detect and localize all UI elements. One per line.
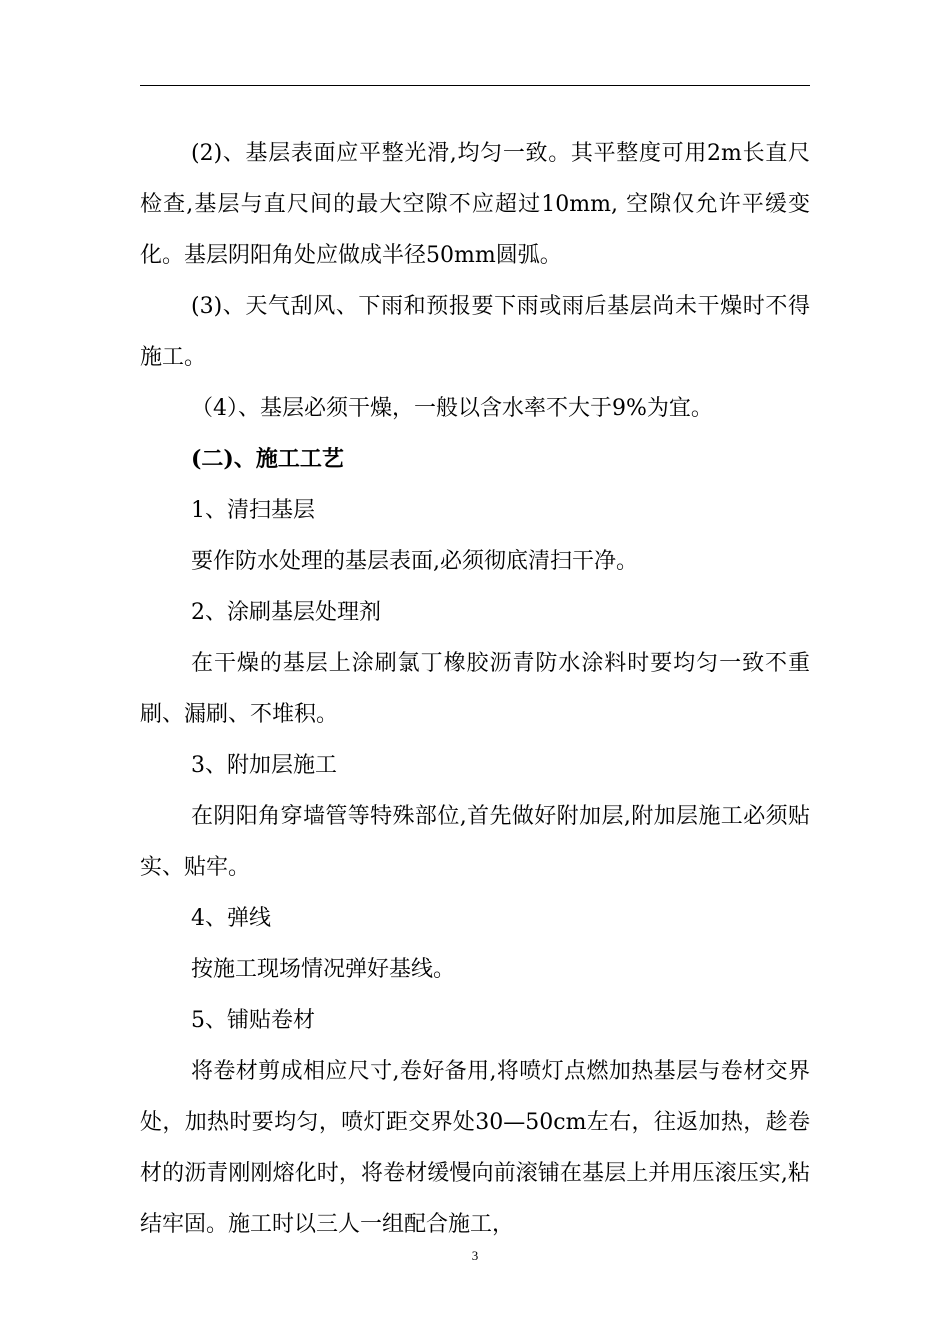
paragraph-primer: 在干燥的基层上涂刷氯丁橡胶沥青防水涂料时要均匀一致不重刷、漏刷、不堆积。	[140, 651, 810, 727]
paragraph-chalk-line: 按施工现场情况弹好基线。	[191, 957, 456, 982]
section-heading-construction-process: (二)、施工工艺	[191, 446, 344, 472]
paragraph-additional-layer: 在阴阳角穿墙管等特殊部位,首先做好附加层,附加层施工必须贴实、贴牢。	[140, 804, 810, 880]
step-heading-lay-membrane: 5、铺贴卷材	[191, 1008, 315, 1033]
paragraph-base-flatness: (2)、基层表面应平整光滑,均匀一致。其平整度可用2m长直尺检查,基层与直尺间的最大空隙不应超过10mm, 空隙仅允许平缓变化。基层阴阳角处应做成半径50mm圆弧。	[140, 141, 810, 268]
header-rule	[140, 85, 810, 86]
paragraph-weather-condition: (3)、天气刮风、下雨和预报要下雨或雨后基层尚未干燥时不得施工。	[140, 294, 810, 370]
page-number: 3	[471, 1248, 479, 1263]
step-heading-chalk-line: 4、弹线	[191, 906, 271, 931]
step-heading-primer: 2、涂刷基层处理剂	[191, 600, 381, 625]
step-heading-additional-layer: 3、附加层施工	[191, 753, 337, 778]
step-heading-clean-base: 1、清扫基层	[191, 498, 315, 523]
paragraph-clean-base: 要作防水处理的基层表面,必须彻底清扫干净。	[191, 549, 638, 574]
paragraph-lay-membrane: 将卷材剪成相应尺寸,卷好备用,将喷灯点燃加热基层与卷材交界处，加热时要均匀，喷灯距交界处30—50cm左右，往返加热，趁卷材的沥青刚刚熔化时，将卷材缓慢向前滚铺在基层上并用压滚压实,粘结牢固。施工时以三人一组配合施工，	[140, 1059, 810, 1237]
document-body	[140, 128, 810, 1250]
paragraph-base-dryness: （4）、基层必须干燥，一般以含水率不大于9%为宜。	[191, 396, 713, 421]
